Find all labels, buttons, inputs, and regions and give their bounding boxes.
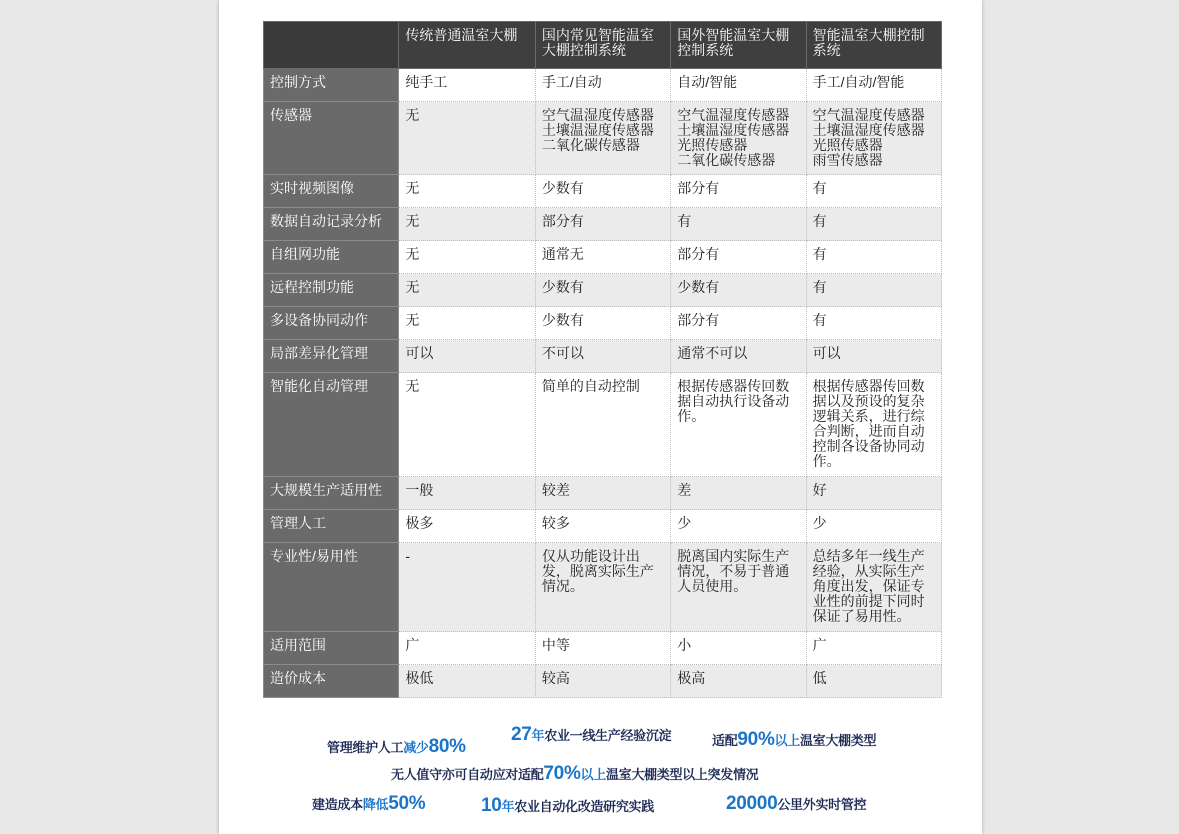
table-cell: 可以: [399, 340, 535, 373]
table-cell: 手工/自动/智能: [806, 69, 941, 102]
table-cell: 无: [399, 241, 535, 274]
table-row: [264, 632, 942, 665]
stat-compatibility: [712, 729, 876, 751]
table-cell: 有: [671, 208, 806, 241]
table-row: [264, 307, 942, 340]
stat-highlight: 以上: [774, 733, 800, 748]
stat-highlight: 年: [531, 728, 545, 743]
table-cell: 无: [399, 307, 535, 340]
stat-highlight: 降低: [362, 797, 389, 812]
table-cell: 不可以: [535, 340, 670, 373]
table-cell: 有: [806, 274, 941, 307]
table-row: [264, 274, 942, 307]
table-cell: 手工/自动: [535, 69, 670, 102]
table-row: [264, 241, 942, 274]
header-domestic: 国内常见智能温室大棚控制系统: [535, 22, 670, 69]
table-row: [264, 69, 942, 102]
table-cell: 无: [399, 175, 535, 208]
table-row: [264, 665, 942, 698]
table-cell: 广: [399, 632, 535, 665]
table-cell: 总结多年一线生产经验，从实际生产角度出发，保证专业性的前提下同时保证了易用性。: [806, 543, 941, 632]
table-cell: 有: [806, 307, 941, 340]
header-traditional: 传统普通温室大棚: [399, 22, 535, 69]
table-cell: 少数有: [535, 307, 670, 340]
stat-text: 温室大棚类型: [799, 733, 877, 748]
stat-labor-reduction: [327, 736, 466, 758]
table-cell: 无: [399, 208, 535, 241]
table-cell: 极多: [399, 510, 535, 543]
table-cell: 根据传感器传回数据自动执行设备动作。: [671, 373, 806, 477]
stat-remote-control: [726, 793, 866, 815]
stat-number: 20000: [726, 793, 778, 814]
table-row: [264, 477, 942, 510]
table-cell: 仅从功能设计出发，脱离实际生产情况。: [535, 543, 670, 632]
table-cell: 少数有: [671, 274, 806, 307]
stat-experience-years: [511, 724, 671, 746]
row-label: 管理人工: [264, 510, 399, 543]
table-cell: 有: [806, 241, 941, 274]
table-cell: 无: [399, 274, 535, 307]
row-label: 造价成本: [264, 665, 399, 698]
table-cell: 广: [806, 632, 941, 665]
table-cell: 简单的自动控制: [535, 373, 670, 477]
stat-number: 80%: [428, 736, 466, 757]
table-cell: 自动/智能: [671, 69, 806, 102]
table-cell: 极高: [671, 665, 806, 698]
comparison-table: [263, 21, 942, 698]
table-cell: 空气温湿度传感器 土壤温湿度传感器 光照传感器 二氧化碳传感器: [671, 102, 806, 175]
stat-text: 适配: [712, 733, 738, 748]
table-cell: 脱离国内实际生产情况，不易于普通人员使用。: [671, 543, 806, 632]
stat-cost-reduction: [312, 793, 425, 815]
table-cell: 无: [399, 102, 535, 175]
table-cell: 较多: [535, 510, 670, 543]
header-corner-cell: [264, 22, 399, 69]
table-cell: 根据传感器传回数据以及预设的复杂逻辑关系，进行综合判断，进而自动控制各设备协同动作。: [806, 373, 941, 477]
table-cell: 空气温湿度传感器 土壤温湿度传感器 二氧化碳传感器: [535, 102, 670, 175]
row-label: 控制方式: [264, 69, 399, 102]
document-page: [219, 0, 982, 834]
table-row: [264, 373, 942, 477]
header-foreign: 国外智能温室大棚控制系统: [671, 22, 806, 69]
table-cell: 有: [806, 175, 941, 208]
row-label: 专业性/易用性: [264, 543, 399, 632]
table-cell: 极低: [399, 665, 535, 698]
table-cell: 一般: [399, 477, 535, 510]
table-row: [264, 102, 942, 175]
stat-highlight: 减少: [403, 740, 429, 755]
stat-text: 无人值守亦可自动应对适配: [391, 767, 544, 782]
table-body: [264, 69, 942, 698]
table-cell: 少数有: [535, 274, 670, 307]
table-header-row: [264, 22, 942, 69]
table-cell: 纯手工: [399, 69, 535, 102]
table-cell: -: [399, 543, 535, 632]
table-cell: 空气温湿度传感器 土壤温湿度传感器 光照传感器 雨雪传感器: [806, 102, 941, 175]
stat-number: 27: [511, 724, 532, 745]
row-label: 局部差异化管理: [264, 340, 399, 373]
header-smart: 智能温室大棚控制系统: [806, 22, 941, 69]
table-cell: 部分有: [671, 241, 806, 274]
stat-text: 公里外实时管控: [777, 797, 867, 812]
row-label: 大规模生产适用性: [264, 477, 399, 510]
table-cell: 小: [671, 632, 806, 665]
table-cell: 部分有: [535, 208, 670, 241]
row-label: 远程控制功能: [264, 274, 399, 307]
table-cell: 中等: [535, 632, 670, 665]
table-cell: 部分有: [671, 175, 806, 208]
table-cell: 低: [806, 665, 941, 698]
table-row: [264, 543, 942, 632]
table-cell: 好: [806, 477, 941, 510]
stat-unattended: [391, 763, 758, 785]
table-cell: 有: [806, 208, 941, 241]
stat-number: 10: [481, 795, 502, 816]
table-cell: 较差: [535, 477, 670, 510]
stat-text: 管理维护人工: [327, 740, 404, 755]
table-cell: 部分有: [671, 307, 806, 340]
table-cell: 无: [399, 373, 535, 477]
table-cell: 可以: [806, 340, 941, 373]
table-row: [264, 510, 942, 543]
stat-number: 90%: [737, 729, 775, 750]
row-label: 多设备协同动作: [264, 307, 399, 340]
stat-text: 温室大棚类型以上突发情况: [605, 767, 759, 782]
stat-number: 50%: [388, 793, 426, 814]
table-row: [264, 175, 942, 208]
table-row: [264, 340, 942, 373]
stat-number: 70%: [543, 763, 581, 784]
stat-highlight: 年: [501, 799, 515, 814]
table-row: [264, 208, 942, 241]
stat-text: 农业自动化改造研究实践: [514, 799, 654, 814]
stat-research-years: [481, 795, 654, 817]
row-label: 自组网功能: [264, 241, 399, 274]
table-cell: 较高: [535, 665, 670, 698]
table-cell: 差: [671, 477, 806, 510]
row-label: 传感器: [264, 102, 399, 175]
row-label: 适用范围: [264, 632, 399, 665]
table-cell: 少: [671, 510, 806, 543]
stat-text: 农业一线生产经验沉淀: [544, 728, 672, 743]
table-cell: 通常不可以: [671, 340, 806, 373]
stat-text: 建造成本: [312, 797, 363, 812]
table-cell: 少数有: [535, 175, 670, 208]
row-label: 智能化自动管理: [264, 373, 399, 477]
stat-highlight: 以上: [580, 767, 606, 782]
table-cell: 通常无: [535, 241, 670, 274]
table-cell: 少: [806, 510, 941, 543]
row-label: 数据自动记录分析: [264, 208, 399, 241]
row-label: 实时视频图像: [264, 175, 399, 208]
